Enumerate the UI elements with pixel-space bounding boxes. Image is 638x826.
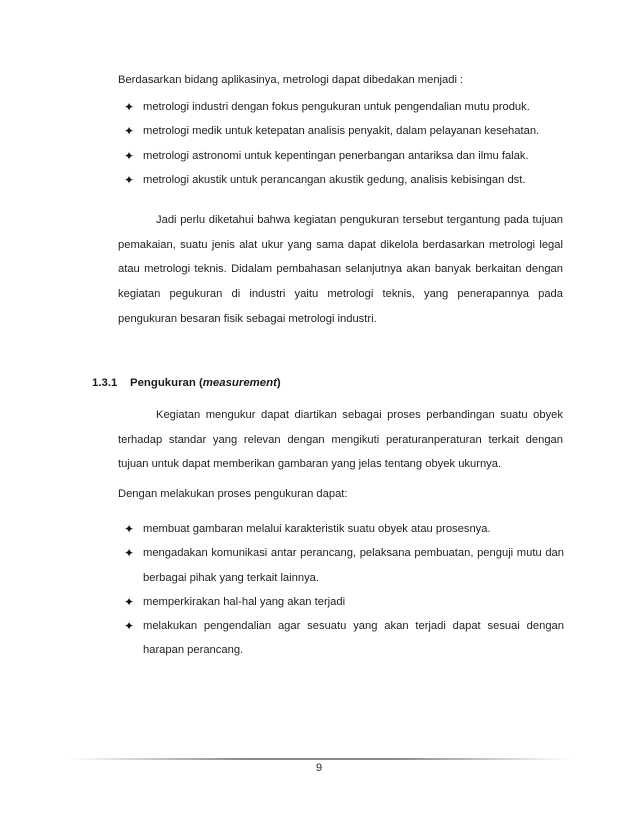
star-bullet-icon: ✦: [124, 546, 135, 561]
star-bullet-icon: ✦: [124, 100, 135, 114]
list-item-text: metrologi medik untuk ketepatan analisis penyakit, dalam pelayanan kesehatan.: [143, 125, 540, 138]
list-item-text: melakukan pengendalian agar sesuatu yang akan terjadi dapat sesuai dengan harapan perancang.: [143, 620, 564, 657]
list-item: [124, 119, 564, 143]
paragraph-measurement-lead: Dengan melakukan proses pengukuran dapat:: [118, 488, 348, 500]
star-bullet-icon: ✦: [124, 172, 135, 187]
star-bullet-icon: ✦: [124, 619, 135, 634]
list-item: [124, 614, 564, 663]
star-bullet-icon: ✦: [124, 522, 135, 536]
star-bullet-icon: ✦: [124, 124, 135, 139]
star-bullet-icon: ✦: [124, 148, 135, 163]
list-item-text: metrologi akustik untuk perancangan akustik gedung, analisis kebisingan dst.: [143, 173, 526, 186]
section-number: 1.3.1: [92, 377, 118, 389]
section-heading: [92, 371, 281, 395]
measurement-purposes-list: [124, 517, 564, 663]
section-title-end: ): [276, 377, 281, 389]
section-title: Pengukuran (: [130, 377, 203, 389]
list-item: [124, 541, 564, 590]
list-item: [124, 144, 564, 168]
list-item-text: mengadakan komunikasi antar perancang, pelaksana pembuatan, penguji mutu dan berbagai pihak yang terkait lainnya.: [143, 547, 564, 584]
list-item: [124, 590, 564, 614]
list-item-text: memperkirakan hal-hal yang akan terjadi: [143, 595, 346, 608]
list-item: [124, 517, 564, 541]
page-number: 9: [315, 762, 323, 774]
metrology-types-list: [124, 95, 564, 192]
footer-divider: [70, 758, 570, 760]
paragraph-metrology-usage: Jadi perlu diketahui bahwa kegiatan pengukuran tersebut tergantung pada tujuan pemakaian, suatu jenis alat ukur yang sama dapat dikelola berdasarkan metrologi legal atau metrologi teknis. Didalam pembahasan selanjutnya akan banyak berkaitan dengan kegiatan pegukuran di industri yaitu metrologi teknis, yang penerapannya pada pengukuran besaran fisik sebagai metrologi industri.: [118, 214, 563, 325]
list-item-text: metrologi astronomi untuk kepentingan penerbangan antariksa dan ilmu falak.: [143, 149, 529, 162]
star-bullet-icon: ✦: [124, 594, 135, 609]
list-item: [124, 168, 564, 192]
list-item-text: membuat gambaran melalui karakteristik suatu obyek atau prosesnya.: [143, 523, 491, 535]
list-item-text: metrologi industri dengan fokus pengukuran untuk pengendalian mutu produk.: [143, 101, 530, 113]
paragraph-measurement-definition: Kegiatan mengukur dapat diartikan sebagai proses perbandingan suatu obyek terhadap standar yang relevan dengan mengikuti peraturanperaturan terkait dengan tujuan untuk dapat memberikan gambaran yang jelas tentang obyek ukurnya.: [118, 409, 563, 471]
list-item: [124, 95, 564, 119]
intro-text: Berdasarkan bidang aplikasinya, metrologi dapat dibedakan menjadi :: [118, 74, 464, 86]
section-title-italic: measurement: [202, 377, 277, 389]
